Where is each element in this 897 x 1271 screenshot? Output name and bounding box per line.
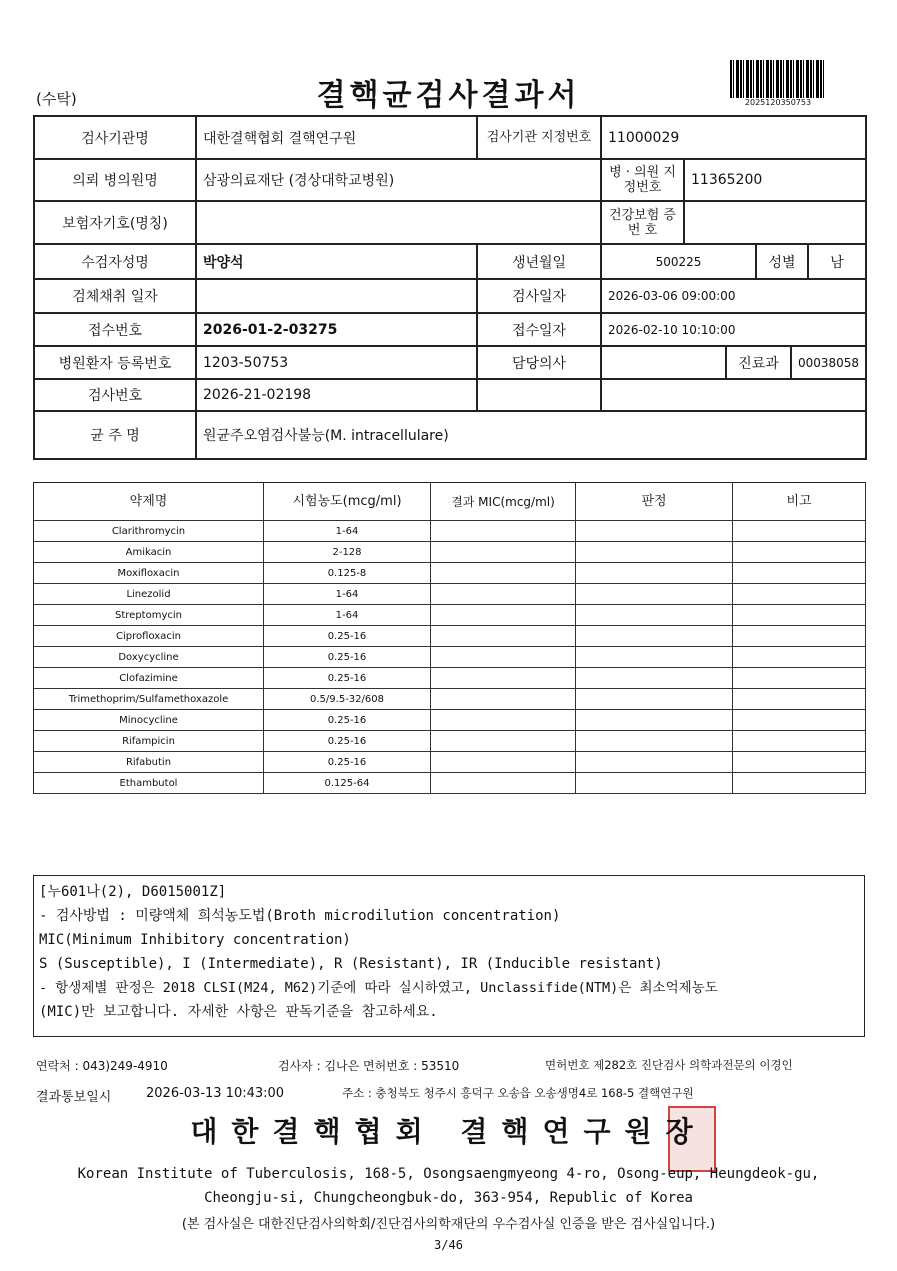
receipt-no: 2026-01-2-03275 [197, 314, 478, 347]
document-title: 결핵균검사결과서 [316, 78, 581, 113]
drug-table [33, 482, 866, 794]
drug-row [34, 689, 866, 710]
info-table [33, 115, 867, 460]
drug-name: Doxycycline [34, 647, 264, 668]
drug-name: Clarithromycin [34, 521, 264, 542]
label: 보험자기호(명칭) [35, 202, 197, 245]
drug-name: Trimethoprim/Sulfamethoxazole [34, 689, 264, 710]
label: 성별 [757, 245, 809, 280]
patient-name: 박양석 [197, 245, 478, 280]
copy-label: (수탁) [36, 90, 77, 108]
empty-cell [478, 380, 602, 412]
note-line: [누601나(2), D6015001Z] [39, 884, 227, 900]
test-range: 0.25-16 [264, 647, 431, 668]
insurer [197, 202, 602, 245]
header-cell: 비고 [733, 483, 866, 521]
drug-name: Streptomycin [34, 605, 264, 626]
header-cell: 시험농도(mcg/ml) [264, 483, 431, 521]
examiner: 검사자 : 김나은 면허번호 : 53510 [278, 1059, 460, 1073]
doctor [602, 347, 727, 380]
drug-row [34, 605, 866, 626]
interpretation [576, 542, 733, 563]
remark [733, 584, 866, 605]
test-no: 2026-21-02198 [197, 380, 478, 412]
drug-row [34, 710, 866, 731]
label: 검사일자 [478, 280, 602, 314]
label: 균 주 명 [35, 412, 197, 460]
test-range: 0.25-16 [264, 731, 431, 752]
interpretation [576, 563, 733, 584]
label: 병원환자 등록번호 [35, 347, 197, 380]
drug-row [34, 773, 866, 794]
remark [733, 773, 866, 794]
page-number: 3/46 [434, 1238, 463, 1252]
lab-code: 11000029 [602, 117, 867, 160]
organism: 원균주오염검사불능(M. intracellulare) [197, 412, 867, 460]
drug-row [34, 584, 866, 605]
receipt-date: 2026-02-10 10:10:00 [602, 314, 867, 347]
drug-name: Linezolid [34, 584, 264, 605]
note-line: - 항생제별 판정은 2018 CLSI(M24, M62)기준에 따라 실시하였고, Unclassifide(NTM)은 최소억제농도 [39, 980, 718, 996]
mic-result [431, 773, 576, 794]
hospital-code: 11365200 [685, 160, 867, 202]
remark [733, 647, 866, 668]
remark [733, 626, 866, 647]
drug-name: Ethambutol [34, 773, 264, 794]
note-line: - 검사방법 : 미량액체 희석농도법(Broth microdilution concentration) [39, 908, 561, 924]
barcode-number: 2025120350753 [744, 98, 812, 107]
remark [733, 689, 866, 710]
remark [733, 605, 866, 626]
mic-result [431, 605, 576, 626]
test-range: 0.25-16 [264, 752, 431, 773]
interpretation [576, 668, 733, 689]
label: 병 · 의원 지정번호 [602, 160, 685, 202]
drug-name: Rifampicin [34, 731, 264, 752]
remark [733, 752, 866, 773]
label: 접수번호 [35, 314, 197, 347]
header-cell: 결과 MIC(mcg/ml) [431, 483, 576, 521]
drug-row [34, 731, 866, 752]
report-date: 2026-03-13 10:43:00 [146, 1086, 285, 1101]
collect-date [197, 280, 478, 314]
interpretation [576, 752, 733, 773]
test-date: 2026-03-06 09:00:00 [602, 280, 867, 314]
test-range: 2-128 [264, 542, 431, 563]
mic-result [431, 626, 576, 647]
remark [733, 521, 866, 542]
drug-table-header [34, 483, 866, 521]
label: 의뢰 병의원명 [35, 160, 197, 202]
label: 건강보험 증 번 호 [602, 202, 685, 245]
remark [733, 563, 866, 584]
mic-result [431, 752, 576, 773]
institute-name: 대한결핵협회 결핵연구원장 [190, 1115, 707, 1148]
specialist: 면허번호 제282호 진단검사 의학과전문의 이경인 [545, 1058, 793, 1072]
drug-row [34, 752, 866, 773]
interpretation [576, 731, 733, 752]
note-line: MIC(Minimum Inhibitory concentration) [39, 932, 351, 948]
mic-result [431, 689, 576, 710]
remark [733, 731, 866, 752]
mic-result [431, 668, 576, 689]
address: 주소 : 충청북도 청주시 흥덕구 오송읍 오송생명4로 168-5 결핵연구원 [342, 1086, 694, 1100]
drug-name: Ciprofloxacin [34, 626, 264, 647]
label: 검사기관명 [35, 117, 197, 160]
sex: 남 [809, 245, 867, 280]
mic-result [431, 542, 576, 563]
label: 생년월일 [478, 245, 602, 280]
drug-name: Clofazimine [34, 668, 264, 689]
drug-name: Minocycline [34, 710, 264, 731]
dob: 500225 [602, 245, 757, 280]
test-range: 1-64 [264, 605, 431, 626]
remark [733, 668, 866, 689]
test-range: 0.25-16 [264, 668, 431, 689]
test-range: 1-64 [264, 521, 431, 542]
label: 검사번호 [35, 380, 197, 412]
interpretation [576, 626, 733, 647]
drug-name: Rifabutin [34, 752, 264, 773]
interpretation [576, 710, 733, 731]
drug-row [34, 521, 866, 542]
test-range: 0.125-8 [264, 563, 431, 584]
mic-result [431, 731, 576, 752]
lab-name: 대한결핵협회 결핵연구원 [197, 117, 478, 160]
mic-result [431, 521, 576, 542]
report-date-label: 결과통보일시 [36, 1090, 112, 1105]
interpretation [576, 647, 733, 668]
mic-result [431, 710, 576, 731]
drug-name: Amikacin [34, 542, 264, 563]
header-cell: 판정 [576, 483, 733, 521]
reg-no: 1203-50753 [197, 347, 478, 380]
dept: 00038058 [792, 347, 867, 380]
label: 접수일자 [478, 314, 602, 347]
test-range: 1-64 [264, 584, 431, 605]
mic-result [431, 647, 576, 668]
certification-note: (본 검사실은 대한진단검사의학회/진단검사의학재단의 우수검사실 인증을 받은 검사실입니다.) [181, 1217, 716, 1232]
interpretation [576, 605, 733, 626]
english-address-2: Cheongju-si, Chungcheongbuk-do, 363-954, Republic of Korea [204, 1190, 693, 1206]
test-range: 0.125-64 [264, 773, 431, 794]
empty-cell [602, 380, 867, 412]
interpretation [576, 689, 733, 710]
english-address-1: Korean Institute of Tuberculosis, 168-5, Osongsaengmyeong 4-ro, Osong-eup, Heungdeok-gu, [77, 1166, 820, 1182]
drug-row [34, 626, 866, 647]
label: 검사기관 지정번호 [478, 117, 602, 160]
drug-row [34, 668, 866, 689]
drug-row [34, 563, 866, 584]
label: 수검자성명 [35, 245, 197, 280]
test-range: 0.5/9.5-32/608 [264, 689, 431, 710]
barcode [730, 60, 826, 98]
notes-box [33, 875, 865, 1037]
label: 담당의사 [478, 347, 602, 380]
mic-result [431, 563, 576, 584]
interpretation [576, 584, 733, 605]
note-line: S (Susceptible), I (Intermediate), R (Resistant), IR (Inducible resistant) [39, 956, 663, 972]
label: 검체채취 일자 [35, 280, 197, 314]
drug-row [34, 647, 866, 668]
note-line: (MIC)만 보고합니다. 자세한 사항은 판독기준을 참고하세요. [39, 1004, 438, 1020]
hospital: 삼광의료재단 (경상대학교병원) [197, 160, 602, 202]
header-cell: 약제명 [34, 483, 264, 521]
test-range: 0.25-16 [264, 626, 431, 647]
label: 진료과 [727, 347, 792, 380]
contact: 연락처 : 043)249-4910 [36, 1059, 168, 1073]
remark [733, 542, 866, 563]
insurance-no [685, 202, 867, 245]
interpretation [576, 521, 733, 542]
interpretation [576, 773, 733, 794]
remark [733, 710, 866, 731]
test-range: 0.25-16 [264, 710, 431, 731]
drug-row [34, 542, 866, 563]
drug-name: Moxifloxacin [34, 563, 264, 584]
mic-result [431, 584, 576, 605]
